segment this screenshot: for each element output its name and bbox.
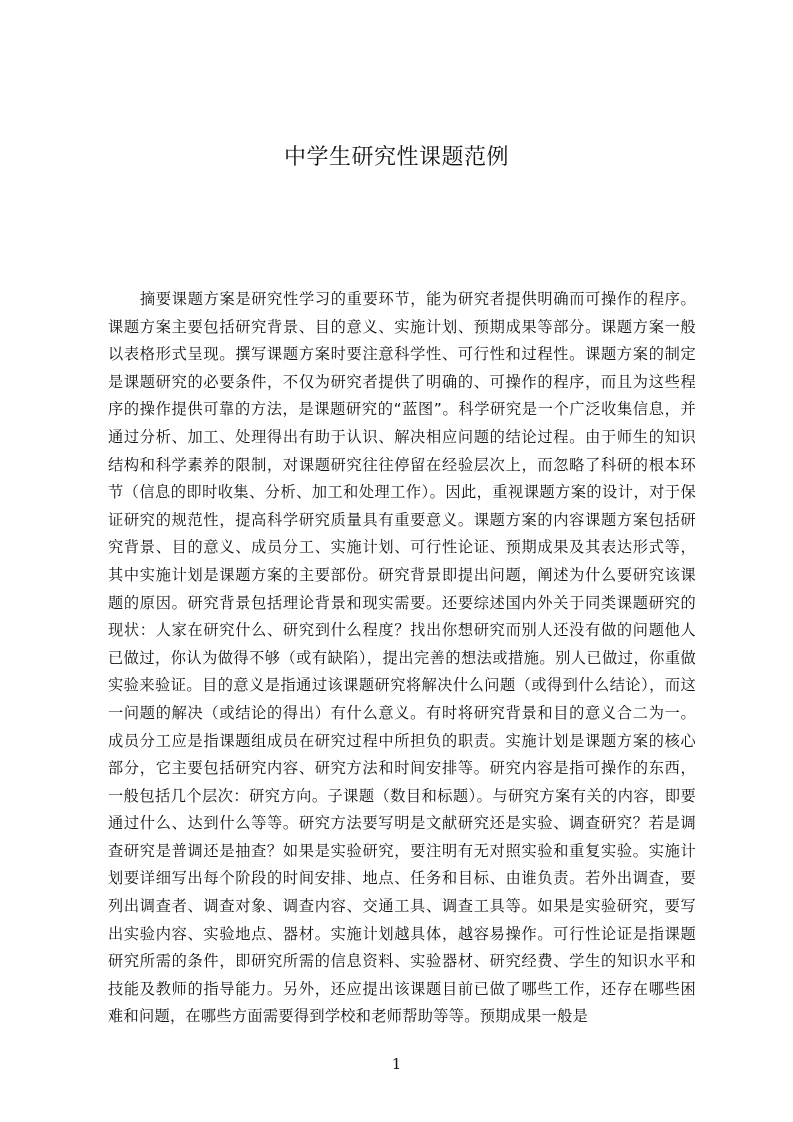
page-number: 1: [391, 1055, 402, 1073]
document-title: 中学生研究性课题范例: [283, 145, 509, 170]
body-paragraph: 摘要课题方案是研究性学习的重要环节，能为研究者提供明确而可操作的程序。课题方案主要包括研究背景、目的意义、实施计划、预期成果等部分。课题方案一般以表格形式呈现。撰写课题方案时要注意科学性、可行性和过程性。课题方案的制定是课题研究的必要条件，不仅为研究者提供了明确的、可操作的程序，而且为这些程序的操作提供可靠的方法，是课题研究的“蓝图”。科学研究是一个广泛收集信息，并通过分析、加工、处理得出有助于认识、解决相应问题的结论过程。由于师生的知识结构和科学素养的限制，对课题研究往往停留在经验层次上，而忽略了科研的根本环节（信息的即时收集、分析、加工和处理工作）。因此，重视课题方案的设计，对于保证研究的规范性，提高科学研究质量具有重要意义。课题方案的内容课题方案包括研究背景、目的意义、成员分工、实施计划、可行性论证、预期成果及其表达形式等，其中实施计划是课题方案的主要部份。研究背景即提出问题，阐述为什么要研究该课题的原因。研究背景包括理论背景和现实需要。还要综述国内外关于同类课题研究的现状：人家在研究什么、研究到什么程度？找出你想研究而别人还没有做的问题他人已做过，你认为做得不够（或有缺陷），提出完善的想法或措施。别人已做过，你重做实验来验证。目的意义是指通过该课题研究将解决什么问题（或得到什么结论），而这一问题的解决（或结论的得出）有什么意义。有时将研究背景和目的意义合二为一。成员分工应是指课题组成员在研究过程中所担负的职责。实施计划是课题方案的核心部分，它主要包括研究内容、研究方法和时间安排等。研究内容是指可操作的东西，一般包括几个层次：研究方向。子课题（数目和标题）。与研究方案有关的内容，即要通过什么、达到什么等等。研究方法要写明是文献研究还是实验、调查研究？若是调查研究是普调还是抽查？如果是实验研究，要注明有无对照实验和重复实验。实施计划要详细写出每个阶段的时间安排、地点、任务和目标、由谁负责。若外出调查，要列出调查者、调查对象、调查内容、交通工具、调查工具等。如果是实验研究，要写出实验内容、实验地点、器材。实施计划越具体，越容易操作。可行性论证是指课题研究所需的条件，即研究所需的信息资料、实验器材、研究经费、学生的知识水平和技能及教师的指导能力。另外，还应提出该课题目前已做了哪些工作，还存在哪些困难和问题，在哪些方面需要得到学校和老师帮助等等。预期成果一般是: [108, 290, 696, 1026]
